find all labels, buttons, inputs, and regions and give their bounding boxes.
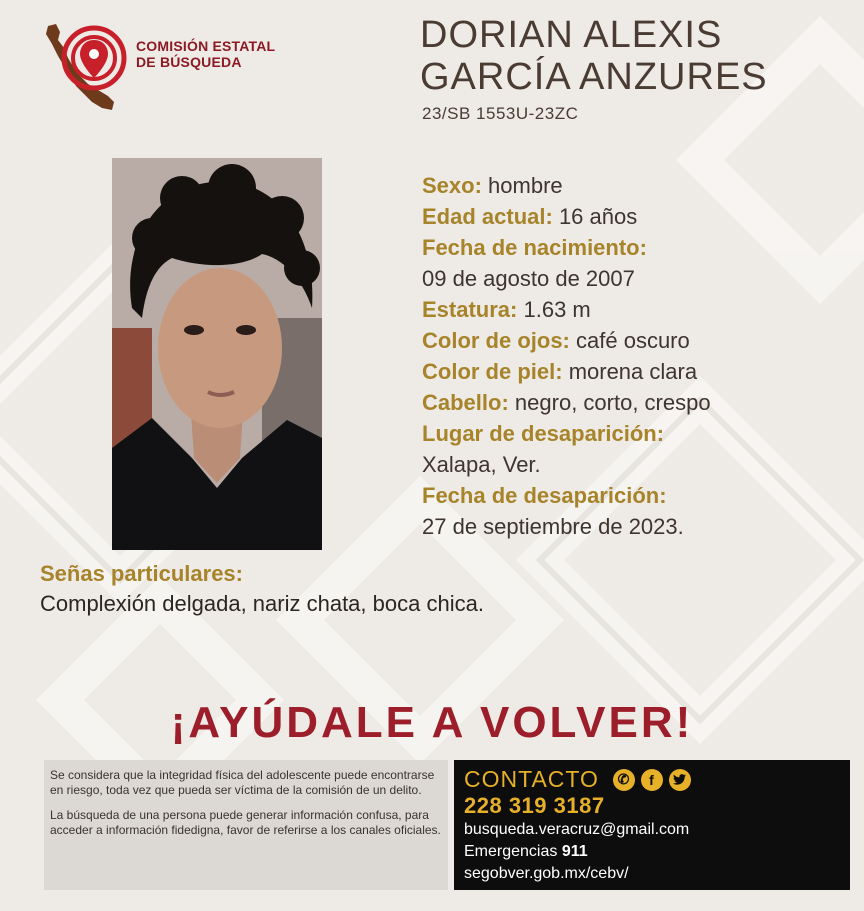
contact-title-row [464, 766, 840, 793]
emergencias-label: Emergencias [464, 843, 558, 860]
case-id: 23/SB 1553U-23ZC [422, 104, 579, 123]
detail-piel [422, 356, 842, 387]
detail-estatura [422, 294, 842, 325]
senas-value: Complexión delgada, nariz chata, boca chica. [40, 591, 484, 616]
piel-label: Color de piel: [422, 359, 563, 384]
edad-value: 16 años [558, 204, 638, 229]
contact-email[interactable]: busqueda.veracruz@gmail.com [464, 821, 690, 838]
ojos-value: café oscuro [576, 328, 690, 353]
contact-website[interactable]: segobver.gob.mx/cebv/ [464, 865, 629, 882]
commission-logo [42, 18, 302, 118]
detail-fecha-desap-value-row [422, 511, 842, 542]
veracruz-map-location-pin-icon [42, 18, 138, 118]
phone-icon[interactable]: ✆ [613, 769, 635, 791]
detail-fecha-desap-label-row [422, 480, 842, 511]
person-name-line-1: DORIAN ALEXIS [420, 14, 723, 56]
ojos-label: Color de ojos: [422, 328, 570, 353]
contact-box [454, 760, 850, 890]
disclaimer-paragraph-2: La búsqueda de una persona puede generar información confusa, para acceder a información fidedigna, favor de referirse a los canales oficiales. [50, 808, 441, 837]
detail-lugar-label-row [422, 418, 842, 449]
person-name-line-2: GARCÍA ANZURES [420, 56, 768, 98]
detail-cabello [422, 387, 842, 418]
detail-lugar-value-row [422, 449, 842, 480]
senas-label: Señas particulares: [40, 561, 243, 586]
contact-icons [613, 769, 691, 791]
twitter-icon[interactable] [669, 769, 691, 791]
fecha-desap-value: 27 de septiembre de 2023. [422, 514, 684, 539]
cabello-label: Cabello: [422, 390, 509, 415]
sexo-value: hombre [488, 173, 563, 198]
disclaimer-paragraph-1: Se considera que la integridad física del adolescente puede encontrarse en riesgo, toda vez que pueda ser víctima de la comisión de un delito. [50, 768, 435, 797]
fecha-desap-label: Fecha de desaparición: [422, 483, 667, 508]
call-to-action-headline: ¡AYÚDALE A VOLVER! [170, 698, 694, 747]
missing-person-photo [112, 158, 322, 550]
lugar-label: Lugar de desaparición: [422, 421, 665, 446]
person-name [420, 14, 850, 98]
lugar-value: Xalapa, Ver. [422, 452, 541, 477]
contact-title: CONTACTO [464, 766, 599, 792]
estatura-value: 1.63 m [523, 297, 591, 322]
detail-nacimiento-value-row [422, 263, 842, 294]
logo-line-2: DE BÚSQUEDA [136, 54, 242, 70]
nacimiento-label: Fecha de nacimiento: [422, 235, 647, 260]
edad-label: Edad actual: [422, 204, 553, 229]
piel-value: morena clara [568, 359, 698, 384]
emergencias-line [464, 841, 840, 863]
detail-sexo [422, 170, 842, 201]
facebook-icon[interactable]: f [641, 769, 663, 791]
nacimiento-value: 09 de agosto de 2007 [422, 266, 635, 291]
detail-ojos [422, 325, 842, 356]
emergencias-number[interactable]: 911 [561, 843, 588, 860]
disclaimer-box [44, 760, 448, 890]
person-details [422, 170, 842, 542]
estatura-label: Estatura: [422, 297, 518, 322]
sexo-label: Sexo: [422, 173, 482, 198]
contact-phone[interactable]: 228 319 3187 [464, 793, 605, 818]
logo-text [136, 38, 275, 70]
cabello-value: negro, corto, crespo [514, 390, 711, 415]
logo-line-1: COMISIÓN ESTATAL [136, 38, 276, 54]
detail-nacimiento-label-row [422, 232, 842, 263]
detail-edad [422, 201, 842, 232]
